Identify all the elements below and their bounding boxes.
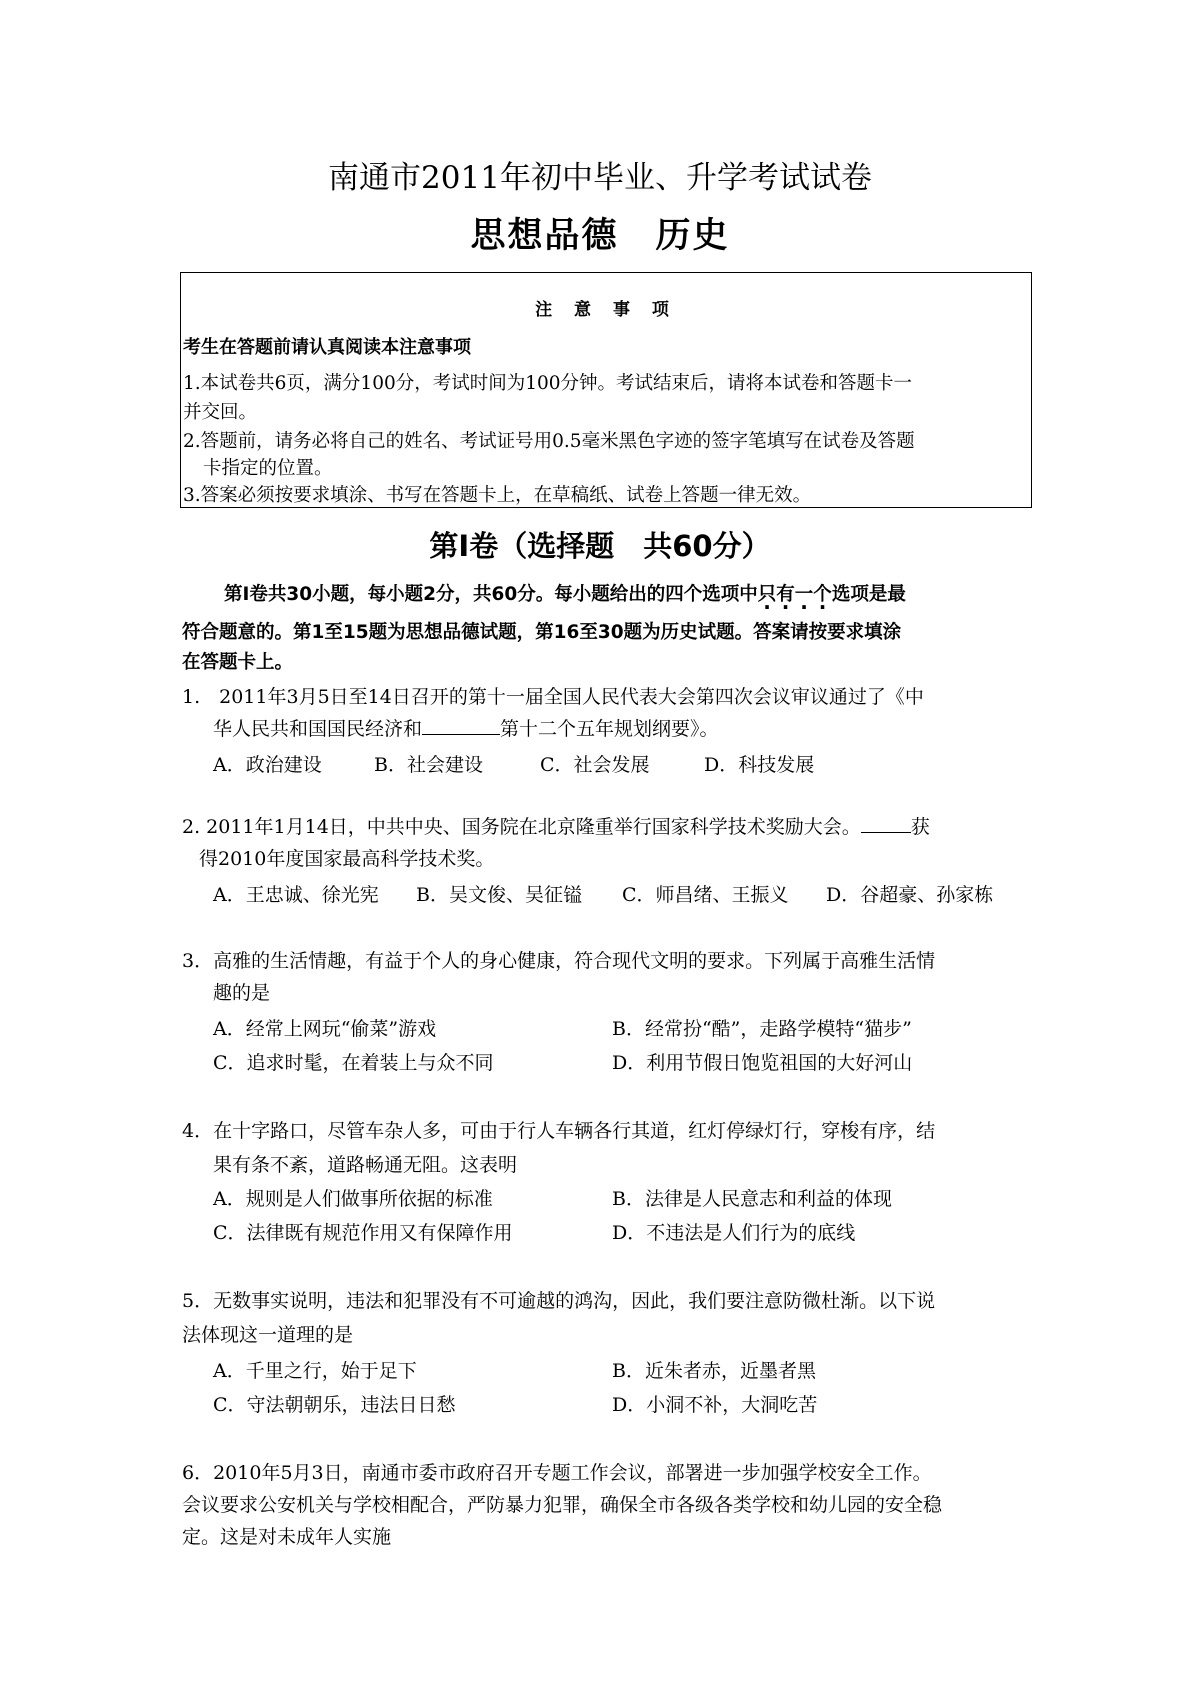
question-4-line-1: 4．在十字路口，尽管车杂人多，可由于行人车辆各行其道，红灯停绿灯行，穿梭有序，结 xyxy=(182,1120,936,1142)
question-5-line-1: 5．无数事实说明，违法和犯罪没有不可逾越的鸿沟，因此，我们要注意防微杜渐。以下说 xyxy=(182,1290,936,1312)
emphasis-char: 个 xyxy=(813,584,832,605)
question-2-text-b: 获 xyxy=(910,816,930,838)
question-3-option-d: D．利用节假日饱览祖国的大好河山 xyxy=(612,1052,913,1074)
section-intro-line-1 xyxy=(224,580,906,606)
question-1-line-1: 1. 2011年3月5日至14日召开的第十一届全国人民代表大会第四次会议审议通过了《中 xyxy=(182,686,924,708)
question-1-line-2 xyxy=(213,714,719,741)
section-intro-line-3: 在答题卡上。 xyxy=(182,652,294,673)
question-4-option-c: C．法律既有规范作用又有保障作用 xyxy=(213,1222,513,1244)
notice-line-2b: 卡指定的位置。 xyxy=(203,458,333,479)
emphasis-char: 一 xyxy=(794,584,814,605)
question-6-line-3: 定。这是对未成年人实施 xyxy=(182,1526,392,1548)
emphasis-char: 有 xyxy=(776,584,795,605)
question-1-text-b: 第十二个五年规划纲要》。 xyxy=(500,718,719,740)
notice-heading: 注 意 事 项 xyxy=(535,300,677,320)
notice-line-3: 3.答案必须按要求填涂、书写在答题卡上，在草稿纸、试卷上答题一律无效。 xyxy=(183,485,812,506)
question-5-option-b: B．近朱者赤，近墨者黑 xyxy=(612,1360,816,1382)
question-3-line-2: 趣的是 xyxy=(213,982,271,1004)
question-4-option-d: D．不违法是人们行为的底线 xyxy=(612,1222,856,1244)
notice-subheading: 考生在答题前请认真阅读本注意事项 xyxy=(183,337,471,358)
question-1-option-b: B．社会建设 xyxy=(374,754,483,776)
question-2-line-2: 得2010年度国家最高科学技术奖。 xyxy=(199,848,495,870)
question-1-text-a: 华人民共和国国民经济和 xyxy=(213,718,423,740)
answer-blank xyxy=(422,716,500,735)
question-2-option-b: B．吴文俊、吴征镒 xyxy=(416,884,582,906)
question-2-line-1 xyxy=(182,812,930,839)
question-2-text-a: 2. 2011年1月14日，中共中央、国务院在北京隆重举行国家科学技术奖励大会。 xyxy=(182,816,861,838)
exam-title: 南通市2011年初中毕业、升学考试试卷 xyxy=(328,160,872,196)
notice-line-2a: 2.答题前，请务必将自己的姓名、考试证号用0.5毫米黑色字迹的签字笔填写在试卷及答题 xyxy=(183,431,915,452)
section-title: 第Ⅰ卷（选择题 共60分） xyxy=(429,529,771,563)
question-3-option-a: A．经常上网玩“偷菜”游戏 xyxy=(213,1018,437,1040)
question-2-option-a: A．王忠诚、徐光宪 xyxy=(213,884,379,906)
notice-box xyxy=(180,272,1032,508)
notice-line-1a: 1.本试卷共6页，满分100分，考试时间为100分钟。考试结束后，请将本试卷和答题卡一 xyxy=(183,373,913,394)
question-5-option-c: C．守法朝朝乐，违法日日愁 xyxy=(213,1394,456,1416)
question-4-option-b: B．法律是人民意志和利益的体现 xyxy=(612,1188,892,1210)
question-2-option-d: D．谷超豪、孙家栋 xyxy=(826,884,994,906)
question-5-option-d: D．小洞不补，大洞吃苦 xyxy=(612,1394,818,1416)
notice-line-1b: 并交回。 xyxy=(183,402,258,423)
exam-subject: 思想品德 历史 xyxy=(470,216,730,256)
question-3-option-c: C．追求时髦，在着装上与众不同 xyxy=(213,1052,494,1074)
question-1-option-a: A．政治建设 xyxy=(213,754,322,776)
answer-blank xyxy=(861,814,911,833)
question-5-line-2: 法体现这一道理的是 xyxy=(182,1324,354,1346)
question-3-line-1: 3．高雅的生活情趣，有益于个人的身心健康，符合现代文明的要求。下列属于高雅生活情 xyxy=(182,950,936,972)
question-3-option-b: B．经常扮“酷”，走路学模特“猫步” xyxy=(612,1018,912,1040)
question-1-option-d: D．科技发展 xyxy=(704,754,815,776)
question-2-option-c: C．师昌绪、王振义 xyxy=(622,884,789,906)
intro-text-pre: 第Ⅰ卷共30小题，每小题2分，共60分。每小题给出的四个选项中 xyxy=(224,584,758,605)
question-6-line-1: 6．2010年5月3日，南通市委市政府召开专题工作会议，部署进一步加强学校安全工作。 xyxy=(182,1462,932,1484)
question-6-line-2: 会议要求公安机关与学校相配合，严防暴力犯罪，确保全市各级各类学校和幼儿园的安全稳 xyxy=(182,1494,943,1516)
emphasis-char: 只 xyxy=(757,584,777,605)
intro-text-post: 选项是最 xyxy=(831,584,906,605)
section-intro-line-2: 符合题意的。第1至15题为思想品德试题，第16至30题为历史试题。答案请按要求填涂 xyxy=(182,622,902,643)
question-5-option-a: A．千里之行，始于足下 xyxy=(213,1360,417,1382)
question-1-option-c: C．社会发展 xyxy=(540,754,650,776)
question-4-line-2: 果有条不紊，道路畅通无阻。这表明 xyxy=(213,1154,518,1176)
question-4-option-a: A．规则是人们做事所依据的标准 xyxy=(213,1188,493,1210)
